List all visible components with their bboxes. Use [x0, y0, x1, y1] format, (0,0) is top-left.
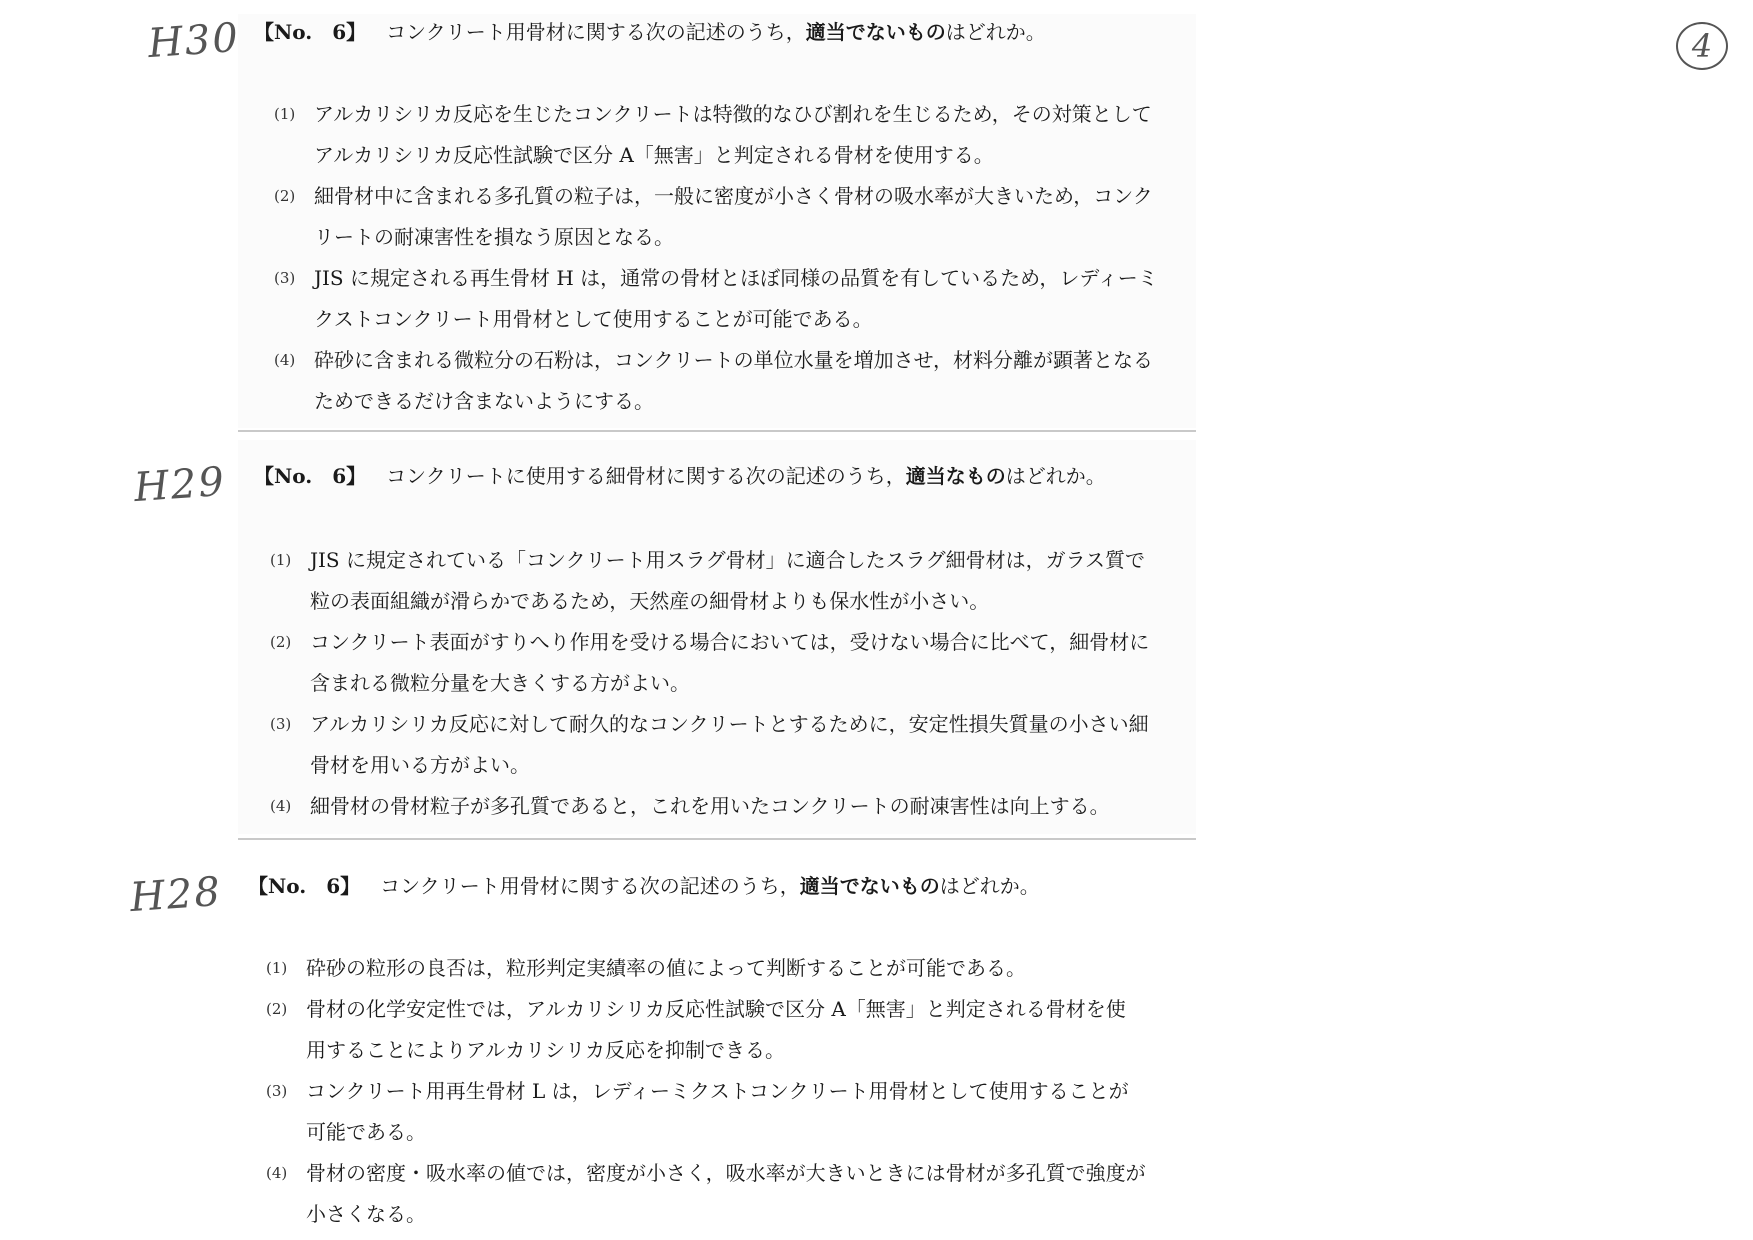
option-number: (4) — [270, 797, 292, 815]
option-text — [314, 94, 1152, 176]
option-text — [314, 258, 1158, 340]
stem-emphasis: 適当でないもの — [805, 20, 946, 44]
stem-tail: はどれか。 — [939, 874, 1040, 898]
year-mark-h29: H29 — [132, 458, 228, 512]
question-number: 【No. 6】 — [248, 874, 361, 898]
option-number: (1) — [266, 959, 288, 977]
question-stem — [254, 18, 1046, 46]
stem-tail: はどれか。 — [1005, 464, 1106, 488]
option-number: (3) — [274, 269, 296, 287]
option-number: (2) — [274, 187, 296, 205]
page-number-mark: 4 — [1676, 22, 1728, 70]
option-line: リートの耐凍害性を損なう原因となる。 — [314, 225, 674, 249]
option-line: 粒の表面組織が滑らかであるため，天然産の細骨材よりも保水性が小さい。 — [310, 589, 990, 613]
question-number: 【No. 6】 — [254, 20, 367, 44]
option-line: 細骨材の骨材粒子が多孔質であると，これを用いたコンクリートの耐凍害性は向上する。 — [310, 794, 1110, 818]
option-line: コンクリート表面がすりへり作用を受ける場合においては，受けない場合に比べて，細骨材に — [310, 630, 1150, 654]
option-line: 用することによりアルカリシリカ反応を抑制できる。 — [306, 1038, 785, 1062]
option-text — [306, 989, 1126, 1071]
option-number: (1) — [270, 551, 292, 569]
option-line: アルカリシリカ反応性試験で区分 A「無害」と判定される骨材を使用する。 — [314, 143, 994, 167]
year-mark-h28: H28 — [128, 868, 224, 922]
stem-emphasis: 適当なもの — [905, 464, 1006, 488]
option-number: (4) — [274, 351, 296, 369]
stem-text: コンクリート用骨材に関する次の記述のうち， — [386, 20, 806, 44]
option-text — [310, 786, 1110, 827]
option-line: コンクリート用再生骨材 L は，レディーミクストコンクリート用骨材として使用することが — [306, 1079, 1129, 1103]
option-text — [306, 948, 1026, 989]
option-text — [306, 1071, 1129, 1153]
section-divider — [238, 838, 1196, 840]
option-line: ためできるだけ含まないようにする。 — [314, 389, 654, 413]
stem-tail: はどれか。 — [945, 20, 1046, 44]
option-number: (3) — [270, 715, 292, 733]
question-h28 — [248, 872, 1040, 900]
option-line: 骨材の密度・吸水率の値では，密度が小さく，吸水率が大きいときには骨材が多孔質で強度が — [306, 1161, 1146, 1185]
stem-emphasis: 適当でないもの — [799, 874, 940, 898]
option-number: (2) — [266, 1000, 288, 1018]
option-number: (1) — [274, 105, 296, 123]
option-text — [310, 622, 1149, 704]
year-mark-h30: H30 — [146, 14, 242, 68]
question-h29 — [254, 462, 1106, 490]
option-line: 細骨材中に含まれる多孔質の粒子は，一般に密度が小さく骨材の吸水率が大きいため，コンク — [314, 184, 1153, 208]
option-number: (2) — [270, 633, 292, 651]
option-text — [306, 1153, 1146, 1235]
option-text — [310, 540, 1145, 622]
option-line: 砕砂に含まれる微粒分の石粉は，コンクリートの単位水量を増加させ，材料分離が顕著となる — [314, 348, 1153, 372]
stem-text: コンクリート用骨材に関する次の記述のうち， — [380, 874, 800, 898]
option-line: JIS に規定されている「コンクリート用スラグ骨材」に適合したスラグ細骨材は，ガラス質で — [310, 548, 1145, 572]
option-number: (3) — [266, 1082, 288, 1100]
option-line: 小さくなる。 — [306, 1202, 426, 1226]
section-divider — [238, 430, 1196, 432]
option-line: JIS に規定される再生骨材 H は，通常の骨材とほぼ同様の品質を有しているため，レディーミ — [314, 266, 1158, 290]
option-line: 可能である。 — [306, 1120, 426, 1144]
option-line: 骨材を用いる方がよい。 — [310, 753, 530, 777]
option-number: (4) — [266, 1164, 288, 1182]
question-stem — [254, 462, 1106, 490]
option-text — [314, 340, 1153, 422]
option-line: 骨材の化学安定性では，アルカリシリカ反応性試験で区分 A「無害」と判定される骨材を使 — [306, 997, 1126, 1021]
question-number: 【No. 6】 — [254, 464, 367, 488]
option-text — [310, 704, 1149, 786]
question-h30 — [254, 18, 1046, 46]
option-line: クストコンクリート用骨材として使用することが可能である。 — [314, 307, 873, 331]
option-text — [314, 176, 1153, 258]
stem-text: コンクリートに使用する細骨材に関する次の記述のうち， — [386, 464, 906, 488]
option-line: 砕砂の粒形の良否は，粒形判定実績率の値によって判断することが可能である。 — [306, 956, 1026, 980]
option-line: アルカリシリカ反応に対して耐久的なコンクリートとするために，安定性損失質量の小さい細 — [310, 712, 1149, 736]
option-line: アルカリシリカ反応を生じたコンクリートは特徴的なひび割れを生じるため，その対策として — [314, 102, 1152, 126]
option-line: 含まれる微粒分量を大きくする方がよい。 — [310, 671, 690, 695]
question-stem — [248, 872, 1040, 900]
